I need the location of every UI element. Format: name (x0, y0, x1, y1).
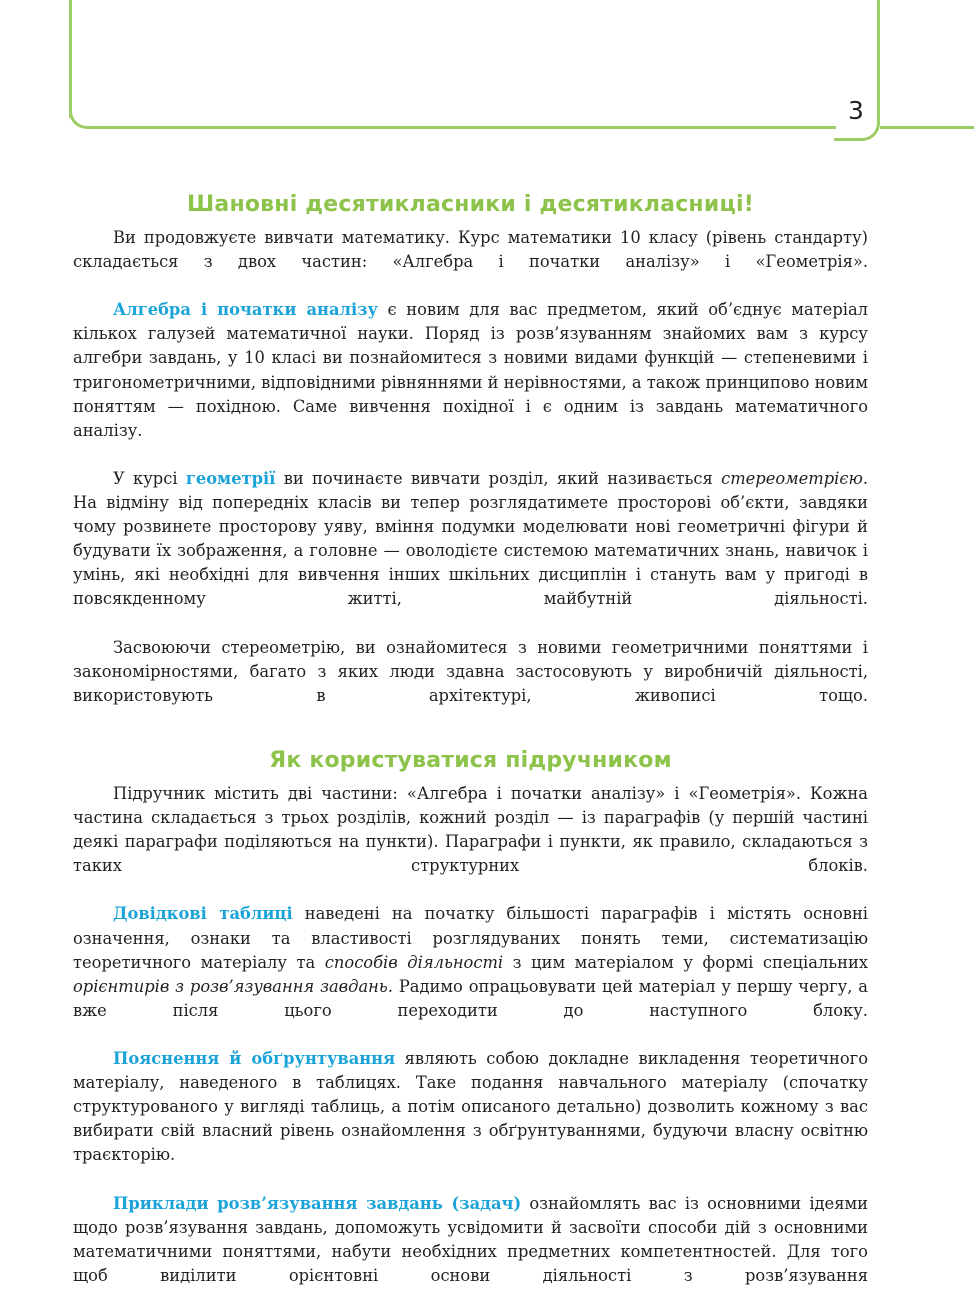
paragraph-text: Ви продовжуєте вивчати математику. Курс математики 10 класу (рівень стандарту) складається з двох частин: «Алгебра і початки аналізу» і «Геометрія». (73, 228, 868, 272)
paragraph-text: У курсі (113, 468, 186, 488)
term-geometry: геометрії (185, 468, 276, 488)
paragraph-intro (73, 226, 868, 298)
italic-term-activity-methods: способів діяльності (324, 952, 504, 972)
header-frame-right-extension (880, 126, 974, 129)
term-algebra: Алгебра і початки аналізу (113, 300, 378, 320)
paragraph-text: являють собою докладне викладення теоретичного матеріалу, наведеного в таблицях. Таке подання навчального матеріалу (спочатку структурованого у вигляді таблиць, а потім описаного детально) дозволить кожному з вас вибирати свій власний рівень ознайомлення з обґрунтуваннями, будуючи власну освітню траєкторію. (73, 1049, 868, 1165)
term-examples: Приклади розв’язування завдань (задач) (113, 1193, 522, 1213)
section-title-how-to-use: Як користуватися підручником (269, 747, 672, 773)
paragraph-text: . Радимо опрацьовувати цей матеріал у першу чергу, а вже після цього переходити до наступного блоку. (73, 976, 868, 1020)
paragraph-structure (73, 782, 868, 902)
paragraph-text: ознайомлять вас із основними ідеями щодо розв’язування завдань, допоможуть усвідомити й засвоїти способи дій з основними математичними поняттями, набути необхідних предметних компетентностей. Для того щоб виділити орієнтовні основи діяльності з розв’язування (73, 1193, 868, 1285)
paragraph-examples (73, 1192, 868, 1312)
paragraph-explanations (73, 1047, 868, 1192)
paragraph-text: з цим матеріалом у формі спеціальних (503, 952, 869, 972)
page-number: 3 (848, 96, 864, 125)
term-reference-tables: Довідкові таблиці (113, 904, 293, 924)
section-title-greeting: Шановні десятикласники і десятикласниці! (187, 192, 754, 217)
paragraph-text: ви починаєте вивчати розділ, який називається (275, 468, 722, 488)
paragraph-text: Засвоюючи стереометрію, ви ознайомитеся з новими геометричними поняттями і закономірностями, багато з яких люди здавна застосовують у виробничій діяльності, використовують в архітектурі, живописі тощо. (73, 637, 868, 705)
italic-term-orientation-guides: орієнтирів з розв’язування завдань (73, 976, 388, 996)
paragraph-text: наведені на початку більшості параграфів і містять основні означення, ознаки та властивості розглядуваних понять теми, систематизацію теоретичного матеріалу та (73, 904, 868, 972)
header-frame-bottom-border (90, 126, 836, 129)
paragraph-geometry (73, 467, 868, 636)
italic-term-stereometry: стереометрією (721, 468, 863, 488)
header-frame-corner (69, 96, 93, 129)
paragraph-reference-tables (73, 902, 868, 1047)
paragraph-text: . На відміну від попередніх класів ви тепер розглядатимете просторові об’єкти, завдяки чому розвинете просторову уяву, вміння подумки моделювати нові геометричні фігури й будувати їх зображення, а головне — оволодієте системою математичних знань, навичок і умінь, які необхідні для вивчення інших шкільних дисциплін і стануть вам у пригоді в повсякденному житті, майбутній діяльності. (73, 468, 868, 609)
paragraph-algebra (73, 298, 868, 467)
paragraph-stereometry (73, 636, 868, 732)
term-explanations: Пояснення й обґрунтування (113, 1049, 396, 1068)
paragraph-text: є новим для вас предметом, який об’єднує матеріал кількох галузей математичної науки. Поряд із розв’язуванням знайомих вам з курсу алгебри завдань, у 10 класі ви познайомитеся з новими видами функцій — степеневими і тригонометричними, відповідними рівняннями й нерівностями, а також принципово новим поняттям — похідною. Саме вивчення похідної і є одним із завдань математичного аналізу. (73, 300, 868, 440)
page-content (73, 190, 868, 1312)
paragraph-text: Підручник містить дві частини: «Алгебра і початки аналізу» і «Геометрія». Кожна частина складається з трьох розділів, кожний розділ — із параграфів (у першій частині деякі параграфи поділяються на пункти). Параграфи і пункти, як правило, складаються з таких структурних блоків. (73, 783, 868, 876)
